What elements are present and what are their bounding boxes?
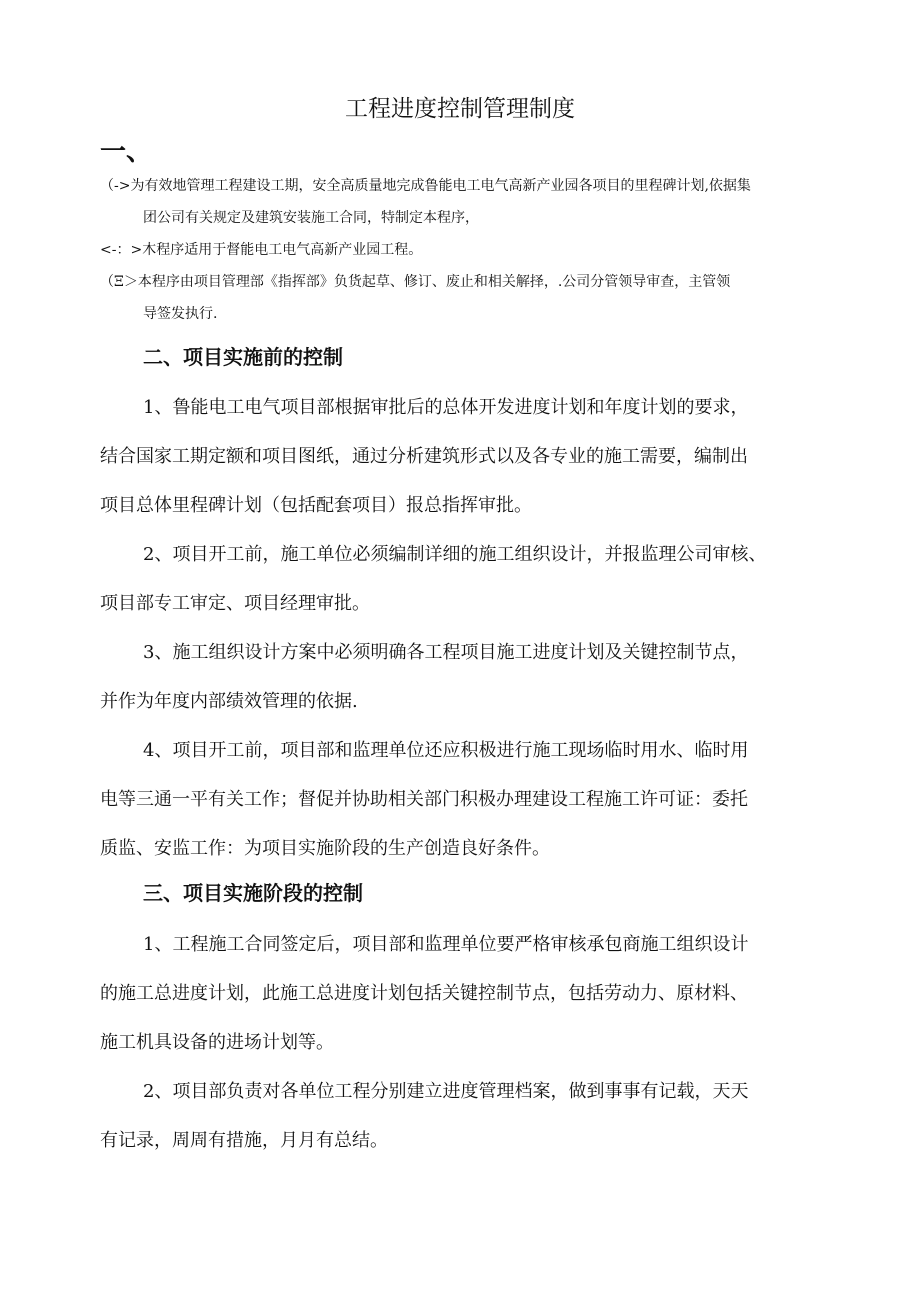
section-3-p1-line-3: 施工机具设备的进场计划等。 bbox=[100, 1032, 334, 1053]
section-2-p3-line-1: 3、施工组织设计方案中必须明确各工程项目施工进度计划及关键控制节点， bbox=[143, 642, 749, 663]
section-2-p1-line-2: 结合国家工期定额和项目图纸，通过分析建筑形式以及各专业的施工需要，编制出 bbox=[100, 446, 748, 467]
section-1-item-1-line-1: （->为有效地管理工程建设工期，安全高质量地完成鲁能电工电气高新产业园各项目的里程碑计划,依据集 bbox=[100, 178, 751, 194]
section-2-p2-line-2: 项目部专工审定、项目经理审批。 bbox=[100, 593, 370, 614]
section-3-p2-line-1: 2、项目部负责对各单位工程分别建立进度管理档案，做到事事有记载，天天 bbox=[143, 1081, 749, 1102]
section-3-p1-line-1: 1、工程施工合同签定后，项目部和监理单位要严格审核承包商施工组织设计 bbox=[143, 934, 749, 955]
section-1-item-1-line-2: 团公司有关规定及建筑安装施工合同，特制定本程序， bbox=[143, 210, 479, 226]
section-3-p1-line-2: 的施工总进度计划，此施工总进度计划包括关键控制节点，包括劳动力、原材料、 bbox=[100, 983, 748, 1004]
section-2-heading: 二、项目实施前的控制 bbox=[143, 345, 343, 369]
section-2-p4-line-3: 质监、安监工作：为项目实施阶段的生产创造良好条件。 bbox=[100, 838, 550, 859]
section-1-heading: 一、 bbox=[100, 137, 153, 167]
section-2-p1-line-1: 1、鲁能电工电气项目部根据审批后的总体开发进度计划和年度计划的要求， bbox=[143, 397, 749, 418]
section-2-p1-line-3: 项目总体里程碑计划（包括配套项目）报总指挥审批。 bbox=[100, 495, 532, 516]
section-1-item-2: <-：>木程序适用于督能电工电气高新产业园工程。 bbox=[100, 242, 423, 258]
section-3-p2-line-2: 有记录，周周有措施，月月有总结。 bbox=[100, 1130, 388, 1151]
section-2-p4-line-2: 电等三通一平有关工作；督促并协助相关部门积极办理建设工程施工许可证：委托 bbox=[100, 789, 748, 810]
section-1-item-3-line-2: 导签发执行. bbox=[143, 306, 218, 322]
section-2-p4-line-1: 4、项目开工前，项目部和监理单位还应积极进行施工现场临时用水、临时用 bbox=[143, 740, 749, 761]
section-3-heading: 三、项目实施阶段的控制 bbox=[143, 881, 363, 905]
section-2-p2-line-1: 2、项目开工前，施工单位必须编制详细的施工组织设计，并报监理公司审核、 bbox=[143, 544, 767, 565]
section-1-item-3-line-1: （Ξ＞本程序由项目管理部《指挥部》负货起草、修订、废止和相关解择，.公司分管领导审查，主管领 bbox=[100, 274, 731, 290]
document-title: 工程进度控制管理制度 bbox=[345, 96, 575, 122]
section-2-p3-line-2: 并作为年度内部绩效管理的依据. bbox=[100, 691, 358, 712]
